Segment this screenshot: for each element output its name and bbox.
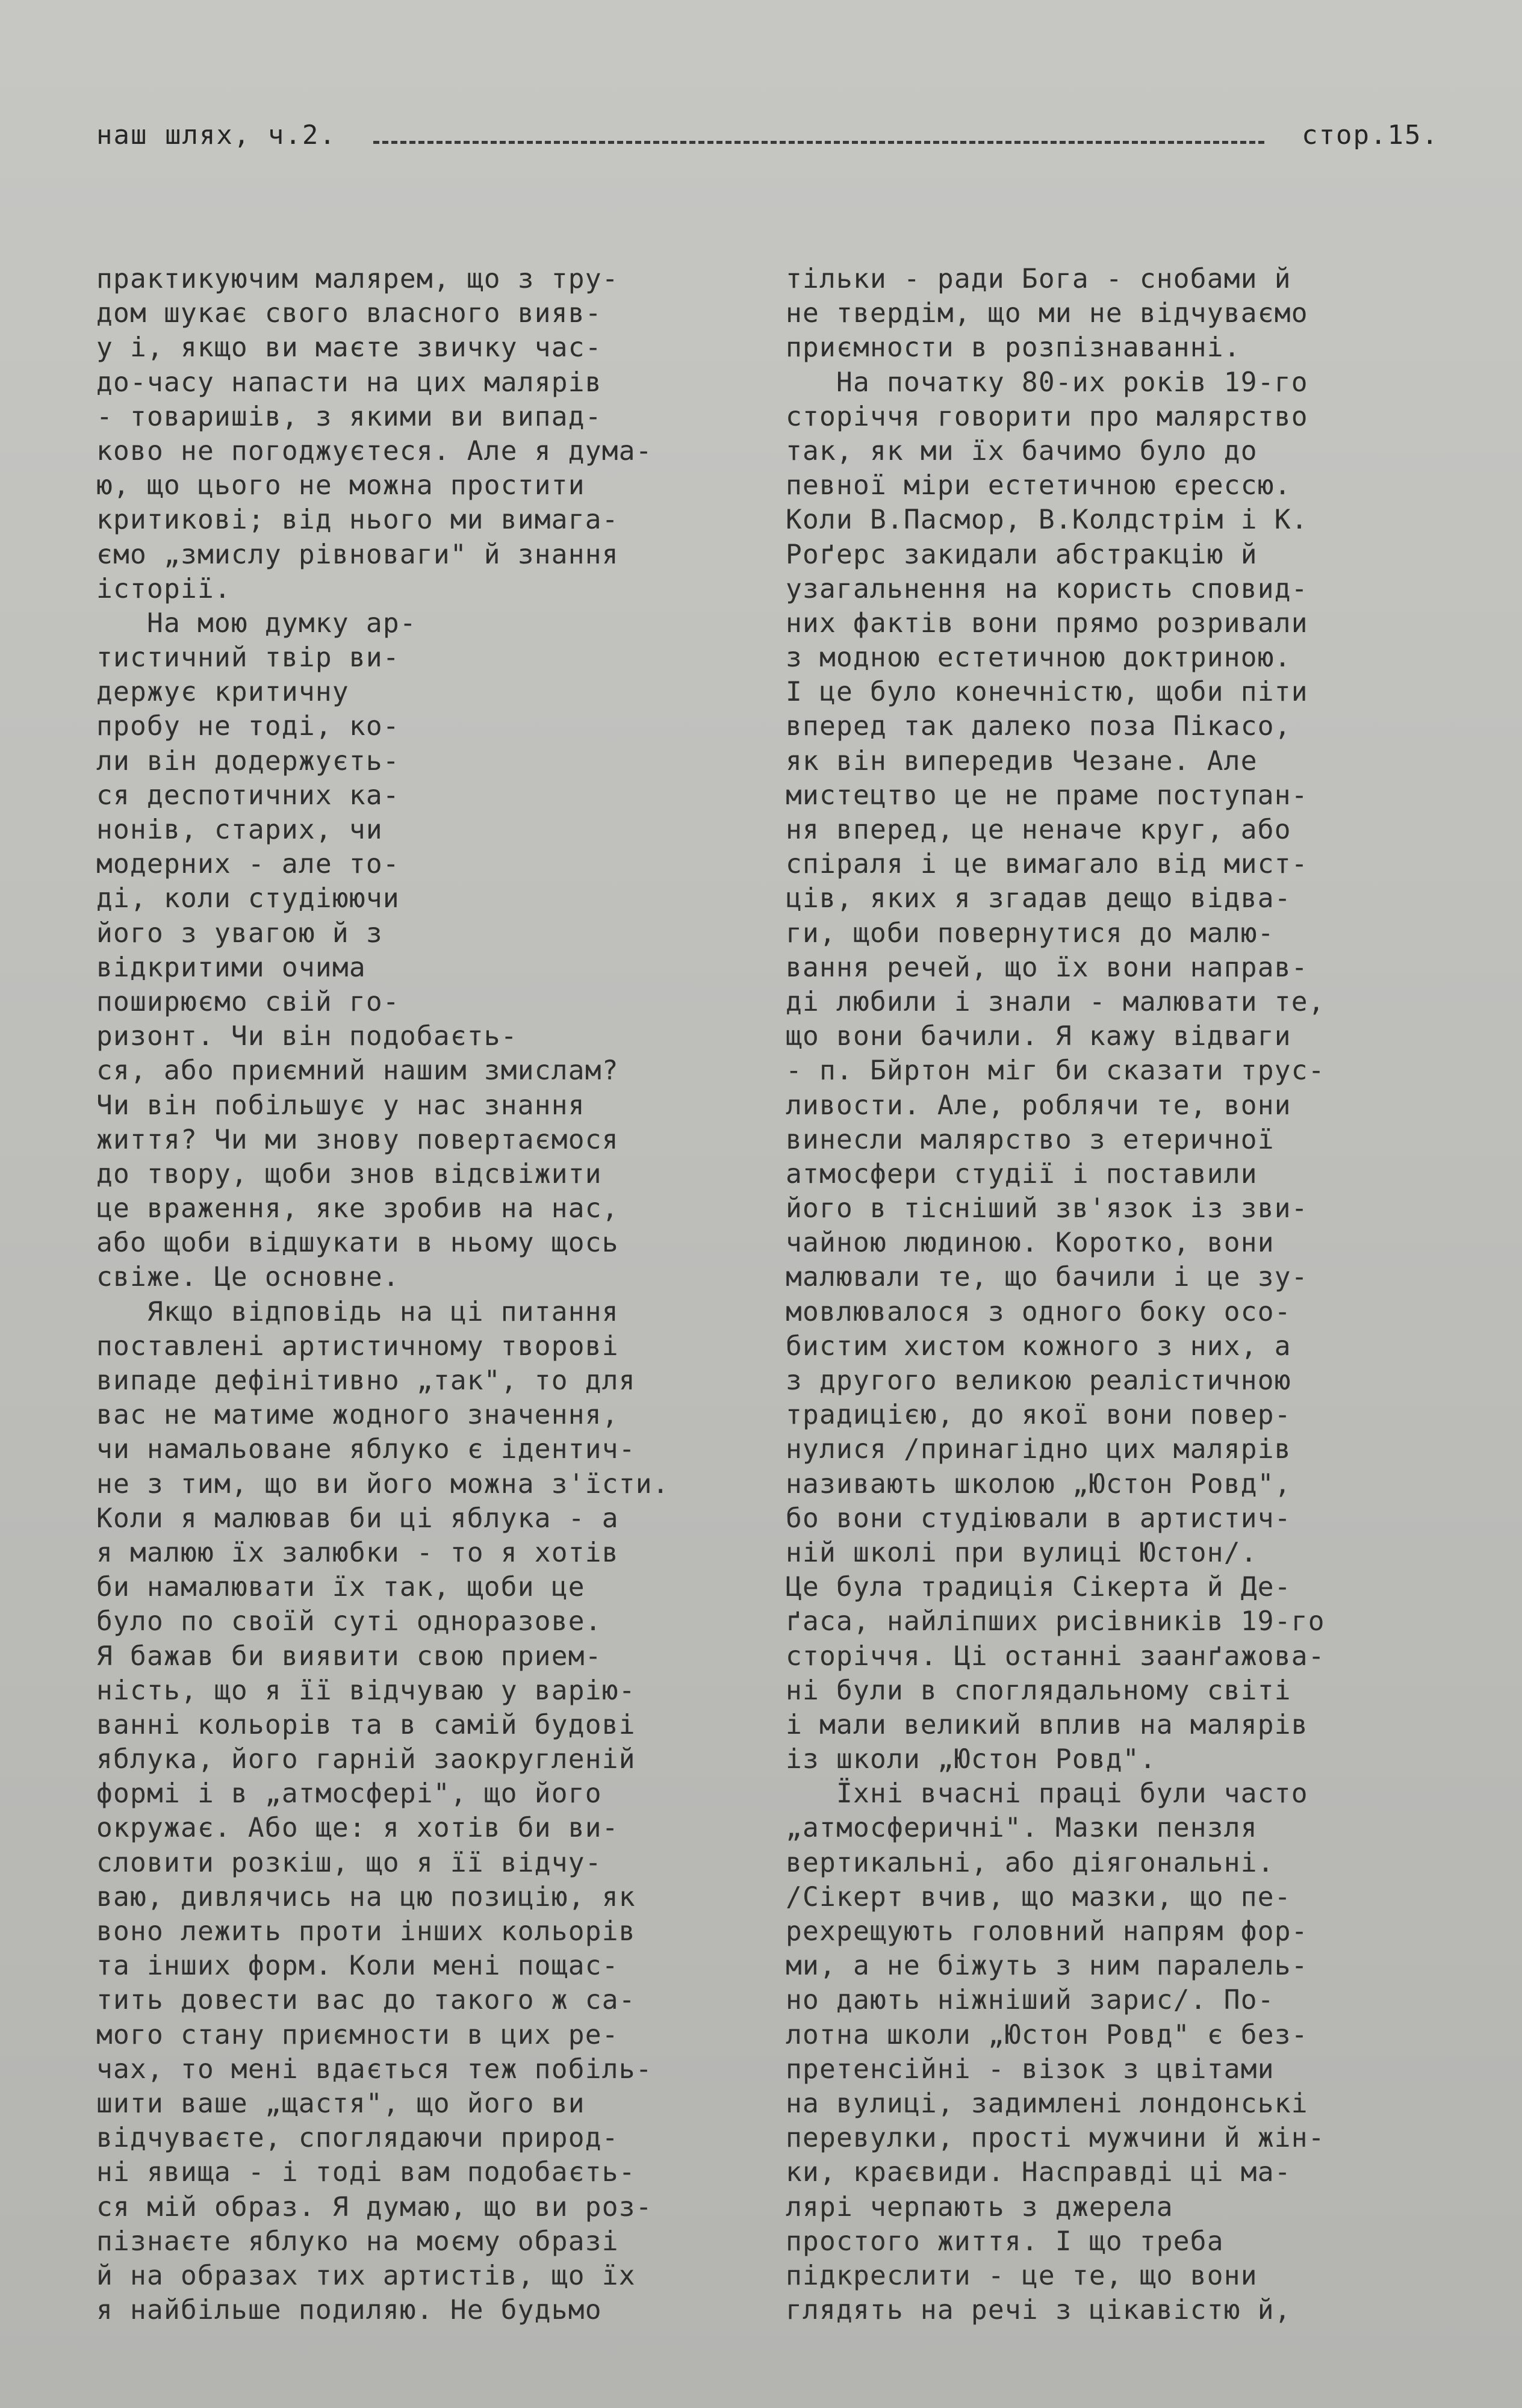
text-line: ні були в споглядальному світі bbox=[786, 1675, 1291, 1706]
text-line: На початку 80-их років 19-го bbox=[786, 367, 1308, 398]
text-line: що вони бачили. Я кажу відваги bbox=[786, 1021, 1291, 1052]
text-line: до твору, щоби знов відсвіжити bbox=[96, 1158, 602, 1190]
text-line: бо вони студіювали в артистич- bbox=[786, 1503, 1291, 1534]
text-line: вання речей, що їх вони направ- bbox=[786, 952, 1308, 983]
text-line: ді, коли студіюючи bbox=[96, 883, 400, 914]
text-line: словити розкіш, що я її відчу- bbox=[96, 1847, 602, 1878]
text-line: ваю, дивлячись на цю позицію, як bbox=[96, 1881, 636, 1913]
text-line: випаде дефінітивно „так", то для bbox=[96, 1365, 636, 1396]
text-line: чах, то мені вдається теж побіль- bbox=[96, 2053, 653, 2085]
text-line: ді любили і знали - малювати те, bbox=[786, 986, 1325, 1017]
text-line: я малюю їх залюбки - то я хотів bbox=[96, 1537, 619, 1568]
text-line: лярі черпають з джерела bbox=[786, 2191, 1173, 2223]
text-line: претенсійні - візок з цвітами bbox=[786, 2053, 1275, 2085]
text-line: поставлені артистичному творові bbox=[96, 1330, 619, 1362]
text-line: Їхні вчасні праці були часто bbox=[786, 1778, 1308, 1810]
text-line: пізнаєте яблуко на моєму образі bbox=[96, 2226, 619, 2257]
text-line: життя? Чи ми знову повертаємося bbox=[96, 1124, 619, 1155]
text-line: ли він додержуєть- bbox=[96, 745, 400, 777]
text-line: - п. Бйртон міг би сказати трус- bbox=[786, 1055, 1325, 1087]
text-line: ся деспотичних ка- bbox=[96, 780, 400, 811]
text-line: критикові; від нього ми вимага- bbox=[96, 504, 619, 536]
text-line: воно лежить проти інших кольорів bbox=[96, 1916, 636, 1947]
header-publication-title: наш шлях, ч.2. bbox=[96, 120, 337, 150]
text-line: свіже. Це основне. bbox=[96, 1262, 400, 1293]
text-line: було по своїй суті одноразове. bbox=[96, 1606, 602, 1637]
text-line: з модною естетичною доктриною. bbox=[786, 642, 1291, 674]
text-line: ся, або приємний нашим змислам? bbox=[96, 1055, 619, 1087]
text-line: до-часу напасти на цих малярів bbox=[96, 367, 602, 398]
text-line: шити ваше „щастя", що його ви bbox=[96, 2088, 585, 2119]
text-line: ня вперед, це неначе круг, або bbox=[786, 815, 1291, 845]
text-line: традицією, до якої вони повер- bbox=[786, 1400, 1291, 1431]
text-line: модерних - але то- bbox=[96, 849, 400, 880]
left-text-column bbox=[96, 262, 768, 2327]
page-header bbox=[96, 114, 1439, 157]
text-line: із школи „Юстон Ровд". bbox=[786, 1744, 1157, 1775]
text-line: сторіччя говорити про малярство bbox=[786, 401, 1308, 432]
text-line: або щоби відшукати в ньому щось bbox=[96, 1227, 619, 1259]
text-line: ми, а не біжуть з ним паралель- bbox=[786, 1950, 1308, 1982]
text-line: ні явища - і тоді вам подобаєть- bbox=[96, 2157, 636, 2188]
text-line: та інших форм. Коли мені пощас- bbox=[96, 1950, 619, 1982]
text-line: на вулиці, задимлені лондонські bbox=[786, 2088, 1308, 2119]
text-line: як він випередив Чезане. Але bbox=[786, 745, 1258, 777]
text-line: практикуючим малярем, що з тру- bbox=[96, 264, 619, 294]
text-line: ливости. Але, роблячи те, вони bbox=[786, 1090, 1291, 1121]
text-line: Чи він побільшує у нас знання bbox=[96, 1090, 585, 1121]
header-page-number: стор.15. bbox=[1302, 120, 1439, 150]
text-line: ки, краєвиди. Насправді ці ма- bbox=[786, 2157, 1291, 2188]
text-line: держує критичну bbox=[96, 677, 349, 708]
text-line: це враження, яке зробив на нас, bbox=[96, 1193, 619, 1224]
text-line: атмосфери студії і поставили bbox=[786, 1158, 1258, 1190]
text-line: ризонт. Чи він подобаєть- bbox=[96, 1021, 518, 1052]
text-line: лотна школи „Юстон Ровд" є без- bbox=[786, 2019, 1308, 2050]
text-line: ково не погоджуєтеся. Але я дума- bbox=[96, 435, 653, 467]
text-line: - товаришів, з якими ви випад- bbox=[96, 401, 602, 432]
text-line: яблука, його гарній заокругленій bbox=[96, 1744, 636, 1775]
text-line: ся мій образ. Я думаю, що ви роз- bbox=[96, 2191, 653, 2223]
text-line: мистецтво це не праме поступан- bbox=[786, 780, 1308, 811]
text-line: ємо „змислу рівноваги" й знання bbox=[96, 539, 619, 570]
text-line: ги, щоби повернутися до малю- bbox=[786, 917, 1275, 949]
text-line: нонів, старих, чи bbox=[96, 815, 383, 845]
text-line: Це була традиція Сікерта й Де- bbox=[786, 1572, 1291, 1603]
text-line: підкреслити - це те, що вони bbox=[786, 2260, 1258, 2291]
text-line: винесли малярство з етеричної bbox=[786, 1124, 1275, 1155]
text-line: перевулки, прості мужчини й жін- bbox=[786, 2123, 1325, 2154]
text-line: На мою думку ар- bbox=[96, 607, 417, 639]
text-line: малювали те, що бачили і це зу- bbox=[786, 1262, 1308, 1293]
text-line: мого стану приємности в цих ре- bbox=[96, 2019, 619, 2050]
text-line: відкритими очима bbox=[96, 952, 366, 983]
text-line: ґаса, найліпших рисівників 19-го bbox=[786, 1606, 1325, 1637]
text-line: /Сікерт вчив, що мазки, що пе- bbox=[786, 1881, 1291, 1913]
text-line: поширюємо свій го- bbox=[96, 986, 400, 1017]
text-line: не твердім, що ми не відчуваємо bbox=[786, 298, 1308, 329]
text-line: би намалювати їх так, щоби це bbox=[96, 1572, 585, 1603]
text-line: простого життя. І що треба bbox=[786, 2226, 1224, 2257]
text-line: його з увагою й з bbox=[96, 917, 383, 949]
text-line: ю, що цього не можна простити bbox=[96, 470, 585, 501]
text-line: ність, що я її відчуваю у варію- bbox=[96, 1675, 636, 1706]
text-line: глядять на речі з цікавістю й, bbox=[786, 2295, 1291, 2326]
text-line: тить довести вас до такого ж са- bbox=[96, 1985, 636, 2016]
text-line: тільки - ради Бога - снобами й bbox=[786, 264, 1291, 294]
text-line: бистим хистом кожного з них, а bbox=[786, 1330, 1291, 1362]
text-line: Роґерс закидали абстракцію й bbox=[786, 539, 1258, 570]
text-line: історії. bbox=[96, 573, 231, 604]
text-line: мовлювалося з одного боку осо- bbox=[786, 1296, 1291, 1327]
text-line: узагальнення на користь сповид- bbox=[786, 573, 1308, 604]
text-line: формі і в „атмосфері", що його bbox=[96, 1778, 602, 1810]
text-line: „атмосферичні". Мазки пензля bbox=[786, 1813, 1258, 1844]
text-line: його в тісніший зв'язок із зви- bbox=[786, 1193, 1308, 1224]
text-line: не з тим, що ви його можна з'їсти. bbox=[96, 1468, 669, 1500]
text-line: ванні кольорів та в самій будові bbox=[96, 1709, 636, 1740]
text-line: І це було конечністю, щоби піти bbox=[786, 677, 1308, 708]
text-line: сторіччя. Ці останні заанґажова- bbox=[786, 1640, 1325, 1672]
text-line: дом шукає свого власного вияв- bbox=[96, 298, 602, 329]
text-line: вперед так далеко поза Пікасо, bbox=[786, 711, 1291, 742]
header-dashed-rule bbox=[373, 141, 1264, 144]
text-line: відчуваєте, споглядаючи природ- bbox=[96, 2123, 619, 2154]
text-line: ній школі при вулиці Юстон/. bbox=[786, 1537, 1258, 1568]
text-line: чи намальоване яблуко є ідентич- bbox=[96, 1434, 636, 1465]
text-line: но дають ніжніший зарис/. По- bbox=[786, 1985, 1275, 2016]
text-line: Коли В.Пасмор, В.Колдстрім і К. bbox=[786, 504, 1308, 536]
text-line: рехрещують головний напрям фор- bbox=[786, 1916, 1308, 1947]
text-line: вертикальні, або діягональні. bbox=[786, 1847, 1275, 1878]
text-line: вас не матиме жодного значення, bbox=[96, 1400, 619, 1431]
text-line: Я бажав би виявити свою прием- bbox=[96, 1640, 602, 1672]
text-line: я найбільше подиляю. Не будьмо bbox=[96, 2295, 602, 2326]
text-line: називають школою „Юстон Ровд", bbox=[786, 1468, 1291, 1500]
text-line: окружає. Або ще: я хотів би ви- bbox=[96, 1813, 619, 1844]
text-line: тистичний твір ви- bbox=[96, 642, 400, 674]
text-line: так, як ми їх бачимо було до bbox=[786, 435, 1258, 467]
text-line: Коли я малював би ці яблука - а bbox=[96, 1503, 619, 1534]
text-line: й на образах тих артистів, що їх bbox=[96, 2260, 636, 2291]
text-line: чайною людиною. Коротко, вони bbox=[786, 1227, 1275, 1259]
text-line: пробу не тоді, ко- bbox=[96, 711, 400, 742]
text-line: у і, якщо ви маєте звичку час- bbox=[96, 332, 602, 364]
right-text-column bbox=[786, 262, 1457, 2327]
text-line: Якщо відповідь на ці питання bbox=[96, 1296, 619, 1327]
text-line: певної міри естетичною єрессю. bbox=[786, 470, 1291, 501]
text-line: приємности в розпізнаванні. bbox=[786, 332, 1241, 364]
text-line: з другого великою реалістичною bbox=[786, 1365, 1291, 1396]
text-line: і мали великий вплив на малярів bbox=[786, 1709, 1308, 1740]
text-line: нулися /принагідно цих малярів bbox=[786, 1434, 1291, 1465]
text-line: ців, яких я згадав дещо відва- bbox=[786, 883, 1291, 914]
text-line: них фактів вони прямо розривали bbox=[786, 607, 1308, 639]
text-line: спіраля і це вимагало від мист- bbox=[786, 849, 1308, 880]
